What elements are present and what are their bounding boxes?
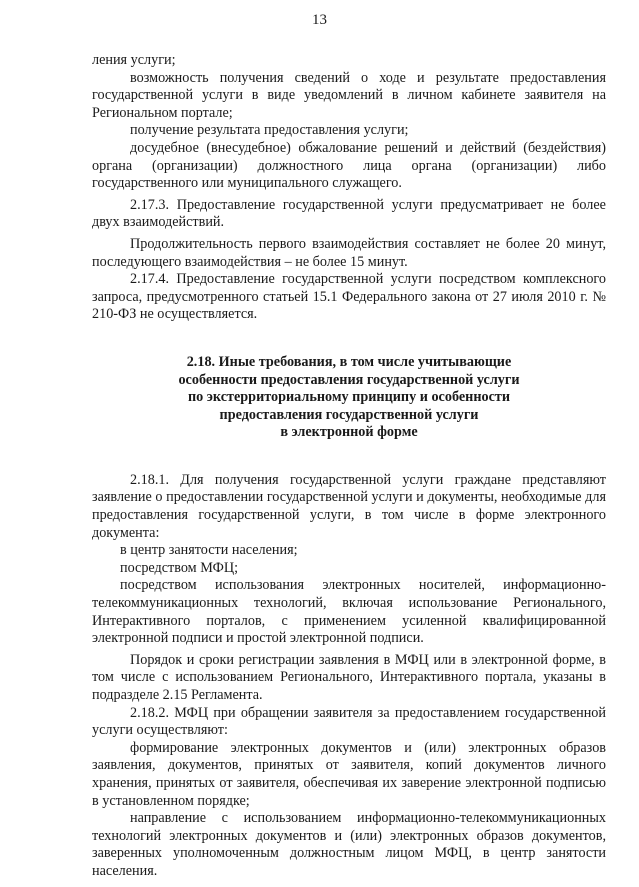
paragraph: Продолжительность первого взаимодействия составляет не более 20 минут, последующего взаимодействия – не более 15 минут. — [92, 235, 606, 270]
list-item: в центр занятости населения; — [120, 542, 298, 559]
heading-line: предоставления государственной услуги — [219, 406, 479, 423]
paragraph: 2.17.3. Предоставление государственной услуги предусматривает не более двух взаимодействий. — [92, 196, 606, 231]
heading-line: 2.18. Иные требования, в том числе учитывающие — [186, 353, 512, 370]
list-item: формирование электронных документов и (или) электронных образов заявления, документов, принятых от заявителя, копий документов личного хранения, принятых от заявителя, обеспечивая их заверение электронной подписью в установленном порядке; — [92, 739, 606, 809]
heading-line: особенности предоставления государственной услуги — [178, 371, 520, 388]
paragraph: ления услуги; — [92, 52, 176, 68]
paragraph: 2.18.2. МФЦ при обращении заявителя за предоставлением государственной услуги осуществляют: — [92, 704, 606, 739]
paragraph: возможность получения сведений о ходе и результате предоставления государственной услуги в виде уведомлений в личном кабинете заявителя на Региональном портале; — [92, 69, 606, 121]
document-body — [92, 52, 606, 881]
paragraph: получение результата предоставления услуги; — [130, 122, 409, 139]
heading-line: по экстерриториальному принципу и особенности — [187, 389, 511, 406]
paragraph: Порядок и сроки регистрации заявления в МФЦ или в электронной форме, в том числе с использованием Регионального, Интерактивного портала, указаны в подразделе 2.15 Регламента. — [92, 651, 606, 703]
paragraph: 2.18.1. Для получения государственной услуги граждане представляют заявление о предоставлении государственной услуги и документы, необходимые для предоставления государственной услуги, в том числе в форме электронного документа: — [92, 471, 606, 541]
heading-line: в электронной форме — [280, 424, 418, 441]
page-number: 13 — [312, 12, 327, 28]
paragraph: досудебное (внесудебное) обжалование решений и действий (бездействия) органа (организации) должностного лица органа (организации) либо государственного или муниципального служащего. — [92, 139, 606, 192]
list-item: направление с использованием информационно-телекоммуникационных технологий электронных документов и (или) электронных образов документов, заверенных уполномоченным должностным лицом МФЦ, в центр занятости населения. — [92, 810, 606, 879]
section-heading — [92, 354, 606, 442]
list-item: посредством МФЦ; — [120, 559, 239, 576]
paragraph: 2.17.4. Предоставление государственной услуги посредством комплексного запроса, предусмотренного статьей 15.1 Федерального закона от 27 июля 2010 г. № 210-ФЗ не осуществляется. — [92, 271, 606, 323]
list-item: посредством использования электронных носителей, информационно-телекоммуникационных технологий, включая использование Регионального, Интерактивного порталов, с применением усиленной квалифицированной электронной подписи и простой электронной подписи. — [92, 577, 606, 647]
